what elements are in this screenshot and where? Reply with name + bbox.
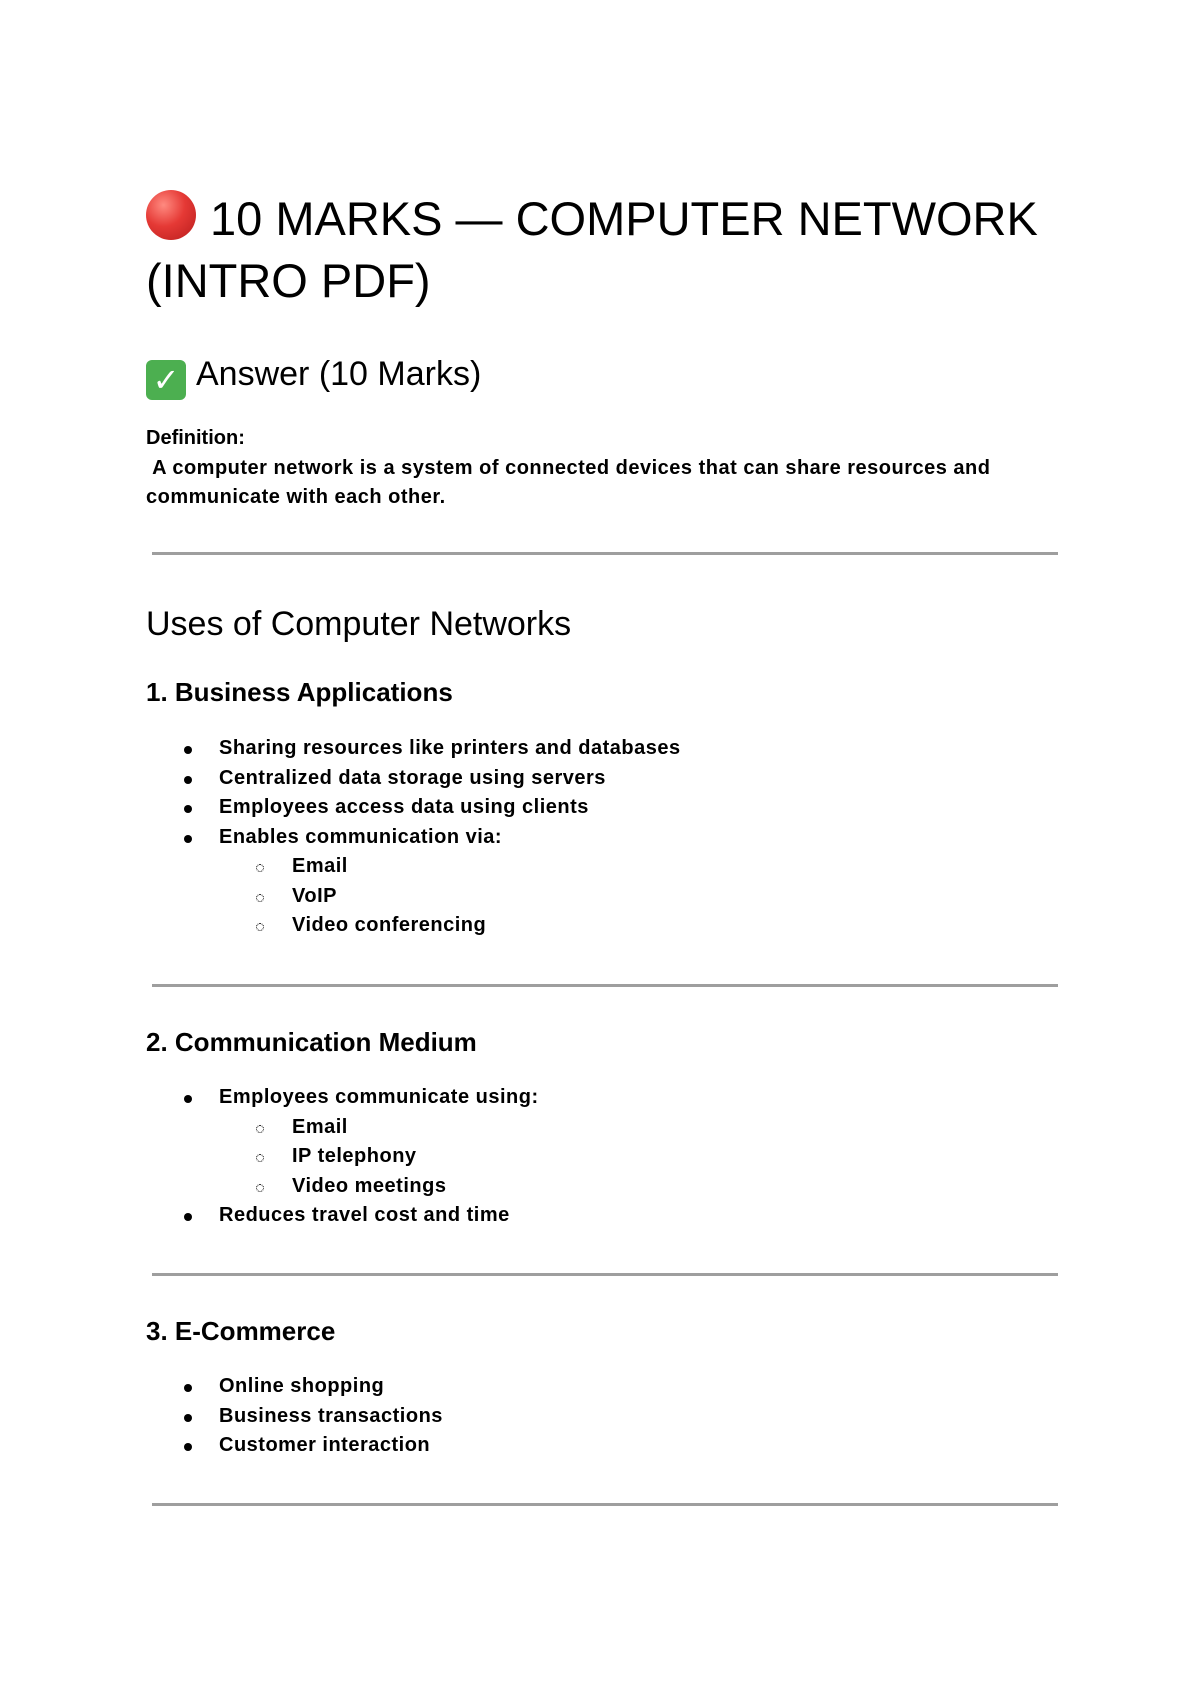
sub-list-item-text: Email <box>292 1115 348 1138</box>
list-item-text: Sharing resources like printers and databases <box>219 737 681 759</box>
hollow-bullet-icon <box>256 1125 264 1133</box>
section-heading-communication: 2. Communication Medium <box>146 1027 477 1057</box>
list-item <box>146 793 681 823</box>
list-item-text: Reduces travel cost and time <box>219 1204 510 1226</box>
list-item-text: Business transactions <box>219 1404 443 1427</box>
list-item <box>146 1083 539 1113</box>
definition-label: Definition: <box>146 427 245 449</box>
divider <box>152 1273 1058 1276</box>
sub-list-item <box>146 1172 539 1202</box>
sub-list-item-text: Video conferencing <box>292 914 487 936</box>
divider <box>152 984 1058 987</box>
bullet-icon <box>184 1414 192 1422</box>
communication-list <box>146 1083 539 1231</box>
uses-heading: Uses of Computer Networks <box>146 605 572 643</box>
sub-list-item <box>146 1113 539 1143</box>
list-item <box>146 1431 443 1461</box>
list-item-text: Customer interaction <box>219 1434 431 1456</box>
divider <box>152 552 1058 555</box>
answer-heading-text: Answer (10 Marks) <box>196 355 482 393</box>
list-item <box>146 734 681 764</box>
section-heading-business: 1. Business Applications <box>146 677 453 707</box>
list-item <box>146 1372 443 1402</box>
bullet-icon <box>184 1213 192 1221</box>
sub-list-item-text: VoIP <box>292 884 337 907</box>
definition-text-body: A computer network is a system of connected devices that can share resources and communicate with each other. <box>146 457 991 508</box>
hollow-bullet-icon <box>256 1184 264 1192</box>
bullet-icon <box>184 1443 192 1451</box>
divider <box>152 1503 1058 1506</box>
list-item-text: Centralized data storage using servers <box>219 766 606 789</box>
bullet-icon <box>184 805 192 813</box>
definition-text <box>146 454 1066 512</box>
ecommerce-list <box>146 1372 443 1461</box>
list-item-text: Employees communicate using: <box>219 1086 539 1108</box>
check-mark-button-icon: ✓ <box>146 360 186 400</box>
sub-list-item-text: Email <box>292 855 348 877</box>
list-item <box>146 764 681 794</box>
sub-list-item <box>146 1142 539 1172</box>
bullet-icon <box>184 835 192 843</box>
sub-list-item-text: IP telephony <box>292 1145 417 1167</box>
sub-list-item <box>146 852 681 882</box>
sub-list-item <box>146 882 681 912</box>
page-title <box>146 188 1066 312</box>
red-circle-icon <box>146 190 196 240</box>
business-list <box>146 734 681 941</box>
section-heading-ecommerce: 3. E-Commerce <box>146 1316 336 1346</box>
list-item <box>146 1201 539 1231</box>
list-item-text: Enables communication via: <box>219 825 503 848</box>
hollow-bullet-icon <box>256 894 264 902</box>
list-item-text: Employees access data using clients <box>219 796 589 818</box>
hollow-bullet-icon <box>256 864 264 872</box>
bullet-icon <box>184 1384 192 1392</box>
bullet-icon <box>184 1095 192 1103</box>
sub-list-item <box>146 911 681 941</box>
list-item-text: Online shopping <box>219 1375 385 1397</box>
page-title-text: 10 MARKS — COMPUTER NETWORK (INTRO PDF) <box>146 192 1038 307</box>
bullet-icon <box>184 776 192 784</box>
list-item <box>146 823 681 853</box>
sub-list-item-text: Video meetings <box>292 1174 447 1197</box>
answer-heading <box>146 352 481 400</box>
hollow-bullet-icon <box>256 1154 264 1162</box>
hollow-bullet-icon <box>256 923 264 931</box>
list-item <box>146 1402 443 1432</box>
bullet-icon <box>184 746 192 754</box>
